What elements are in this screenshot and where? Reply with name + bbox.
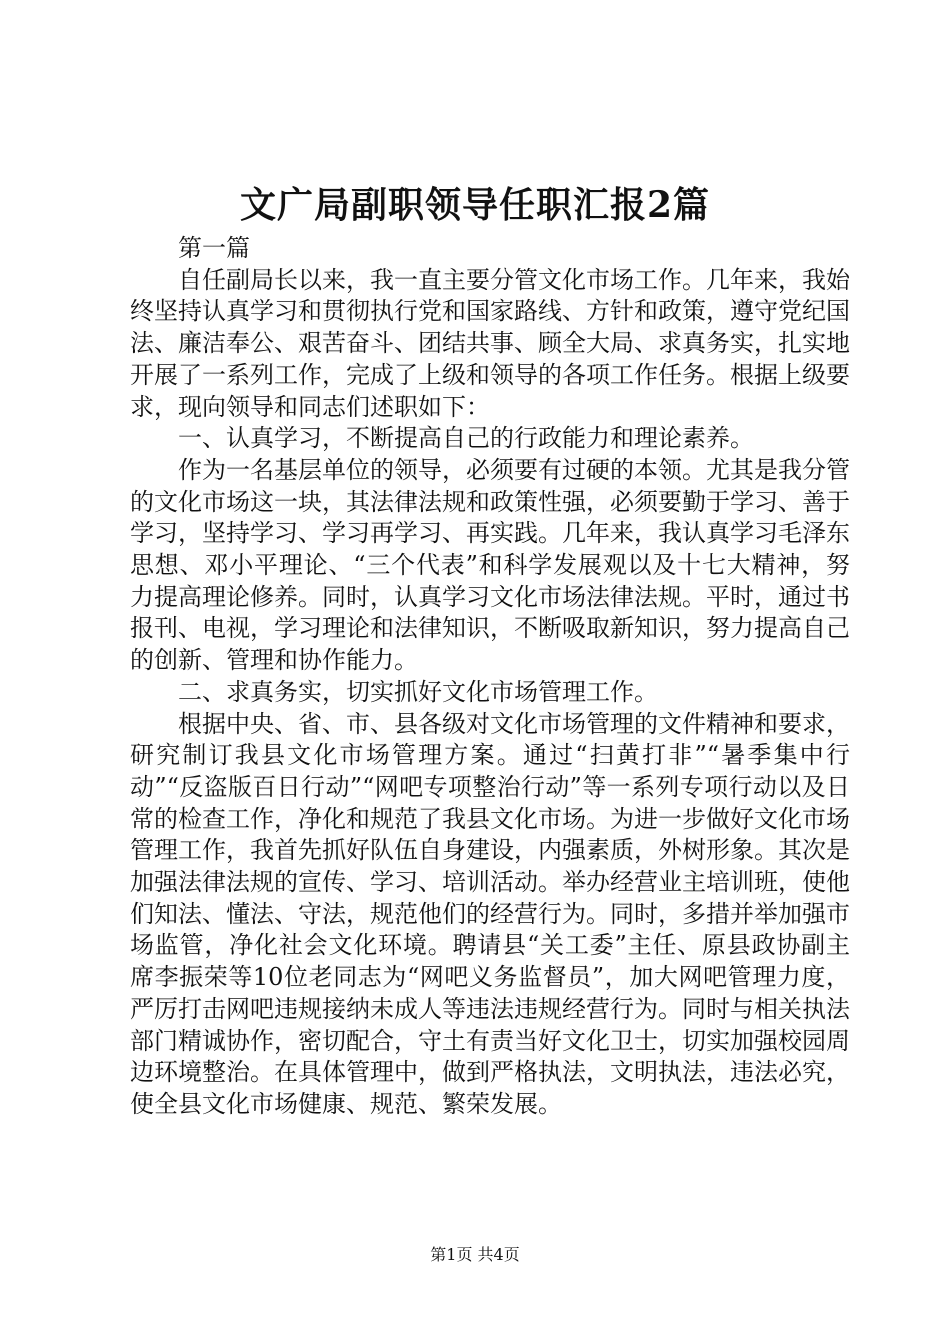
paragraph-study: 作为一名基层单位的领导，必须要有过硬的本领。尤其是我分管的文化市场这一块，其法律法规和政策性强，必须要勤于学习、善于学习，坚持学习、学习再学习、再实践。几年来，我认真学习毛泽东思想、邓小平理论、“三个代表”和科学发展观以及十七大精神，努力提高理论修养。同时，认真学习文化市场法律法规。平时，通过书报刊、电视，学习理论和法律知识，不断吸取新知识，努力提高自己的创新、管理和协作能力。 (130, 455, 850, 675)
section-label: 第一篇 (178, 234, 250, 262)
heading-one: 一、认真学习，不断提高自己的行政能力和理论素养。 (178, 424, 754, 453)
document-title: 文广局副职领导任职汇报2篇 (239, 184, 711, 226)
document-body (130, 233, 850, 1121)
paragraph-management: 根据中央、省、市、县各级对文化市场管理的文件精神和要求，研究制订我县文化市场管理方案。通过“扫黄打非”“暑季集中行动”“反盗版百日行动”“网吧专项整治行动”等一系列专项行动以及日常的检查工作，净化和规范了我县文化市场。为进一步做好文化市场管理工作，我首先抓好队伍自身建设，内强素质，外树形象。其次是加强法律法规的宣传、学习、培训活动。举办经营业主培训班，使他们知法、懂法、守法，规范他们的经营行为。同时，多措并举加强市场监管，净化社会文化环境。聘请县“关工委”主任、原县政协副主席李振荣等10位老同志为“网吧义务监督员”，加大网吧管理力度，严厉打击网吧违规接纳未成人等违法违规经营行为。同时与相关执法部门精诚协作，密切配合，守土有责当好文化卫士，切实加强校园周边环境整治。在具体管理中，做到严格执法，文明执法，违法必究，使全县文化市场健康、规范、繁荣发展。 (130, 709, 850, 1118)
intro-paragraph: 自任副局长以来，我一直主要分管文化市场工作。几年来，我始终坚持认真学习和贯彻执行党和国家路线、方针和政策，遵守党纪国法、廉洁奉公、艰苦奋斗、团结共事、顾全大局、求真务实，扎实地开展了一系列工作，完成了上级和领导的各项工作任务。根据上级要求，现向领导和同志们述职如下： (130, 265, 850, 421)
heading-two: 二、求真务实，切实抓好文化市场管理工作。 (178, 677, 658, 706)
page-footer: 第1页 共4页 (430, 1245, 520, 1264)
